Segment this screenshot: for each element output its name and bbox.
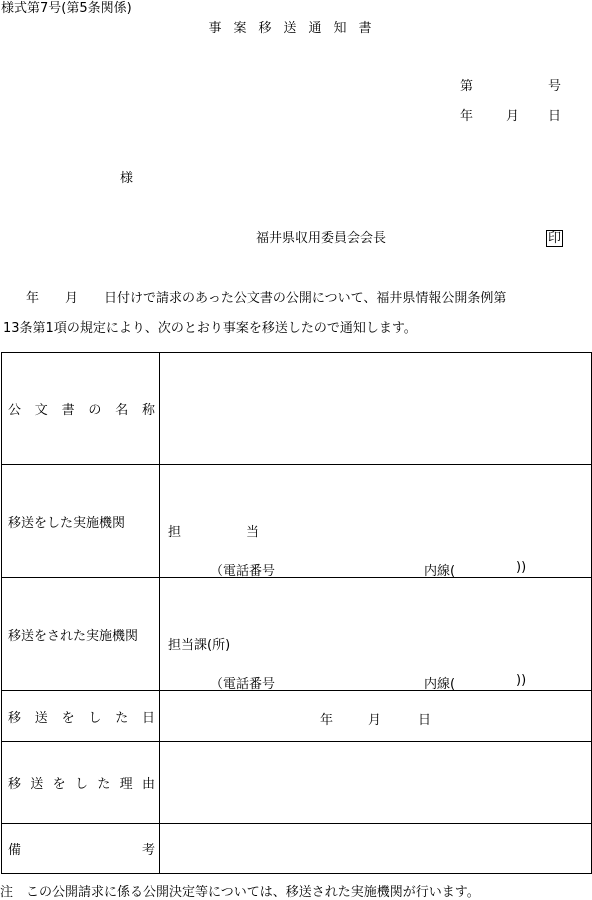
extension-close: )) bbox=[516, 560, 527, 575]
extension-close: )) bbox=[516, 673, 527, 688]
transfer-details-table bbox=[1, 352, 592, 874]
transfer-date-day: 日 bbox=[418, 713, 432, 728]
label-char: の bbox=[88, 403, 102, 418]
body-text-line-1: 年 月 日付けで請求のあった公文書の公開について、福井県情報公開条例第 bbox=[0, 291, 507, 306]
receiving-agency-label: 移送をされた実施機関 bbox=[8, 628, 139, 644]
spread-label bbox=[8, 707, 155, 726]
receiving-agency-cell bbox=[160, 578, 592, 691]
label-char: 備 bbox=[8, 843, 22, 858]
label-char: 日 bbox=[141, 710, 155, 726]
transfer-date-cell bbox=[160, 691, 592, 742]
issue-date-day: 日 bbox=[548, 109, 562, 124]
table-row-label-cell bbox=[2, 691, 160, 742]
spread-label bbox=[8, 839, 155, 858]
table-row-label-cell bbox=[2, 742, 160, 824]
body-text-line-2: 13条第1項の規定により、次のとおり事案を移送したので通知します。 bbox=[3, 321, 417, 336]
label-char: た bbox=[97, 777, 111, 792]
table-row-label-cell bbox=[2, 353, 160, 465]
label-char: 称 bbox=[141, 403, 155, 418]
table-row bbox=[2, 353, 592, 465]
spread-label bbox=[8, 773, 155, 792]
extension-label: 内線( bbox=[424, 564, 456, 579]
label-char: 書 bbox=[61, 403, 75, 418]
phone-number-label: （電話番号 bbox=[210, 564, 276, 579]
label-char: を bbox=[52, 777, 66, 792]
label-char: 由 bbox=[141, 777, 155, 792]
form-number-label: 様式第7号(第5条関係) bbox=[1, 1, 132, 16]
table-row-label-cell bbox=[2, 824, 160, 874]
transfer-date-year: 年 bbox=[320, 713, 334, 728]
document-number-prefix: 第 bbox=[460, 79, 474, 94]
responsible-section-label: 担当課(所) bbox=[168, 638, 231, 653]
label-char: し bbox=[88, 710, 102, 726]
table-row bbox=[2, 578, 592, 691]
label-char: 送 bbox=[34, 710, 48, 726]
transferring-agency-cell bbox=[160, 465, 592, 578]
extension-label: 内線( bbox=[424, 677, 456, 692]
footnote: 注 この公開請求に係る公開決定等については、移送された実施機関が行います。 bbox=[0, 885, 480, 900]
document-title: 事案移送通知書 bbox=[208, 21, 384, 36]
transferring-agency-label: 移送をした実施機関 bbox=[8, 515, 126, 531]
addressee-honorific: 様 bbox=[120, 171, 134, 186]
table-row bbox=[2, 742, 592, 824]
table-row-label-cell bbox=[2, 465, 160, 578]
label-char: を bbox=[61, 710, 75, 726]
spread-label bbox=[8, 399, 155, 418]
transfer-reason-cell bbox=[160, 742, 592, 824]
label-char: 名 bbox=[115, 403, 129, 418]
sender-name: 福井県収用委員会会長 bbox=[256, 231, 387, 246]
table-row bbox=[2, 465, 592, 578]
label-char: 理 bbox=[119, 777, 133, 792]
table-row bbox=[2, 824, 592, 874]
document-name-cell bbox=[160, 353, 592, 465]
person-in-charge-label: 担 当 bbox=[168, 525, 260, 540]
table-row-label-cell bbox=[2, 578, 160, 691]
label-char: た bbox=[115, 710, 129, 726]
phone-number-label: （電話番号 bbox=[210, 677, 276, 692]
label-char: 公 bbox=[8, 403, 22, 418]
table-row bbox=[2, 691, 592, 742]
label-char: し bbox=[74, 777, 88, 792]
document-number-suffix: 号 bbox=[548, 79, 562, 94]
label-char: 文 bbox=[34, 403, 48, 418]
label-char: 移 bbox=[8, 777, 22, 792]
label-char: 移 bbox=[8, 710, 22, 726]
remarks-cell bbox=[160, 824, 592, 874]
issue-date-year: 年 bbox=[460, 109, 474, 124]
label-char: 考 bbox=[141, 843, 155, 858]
label-char: 送 bbox=[30, 777, 44, 792]
issue-date-month: 月 bbox=[506, 109, 520, 124]
seal-mark: 印 bbox=[548, 231, 562, 246]
transfer-date-month: 月 bbox=[368, 713, 382, 728]
